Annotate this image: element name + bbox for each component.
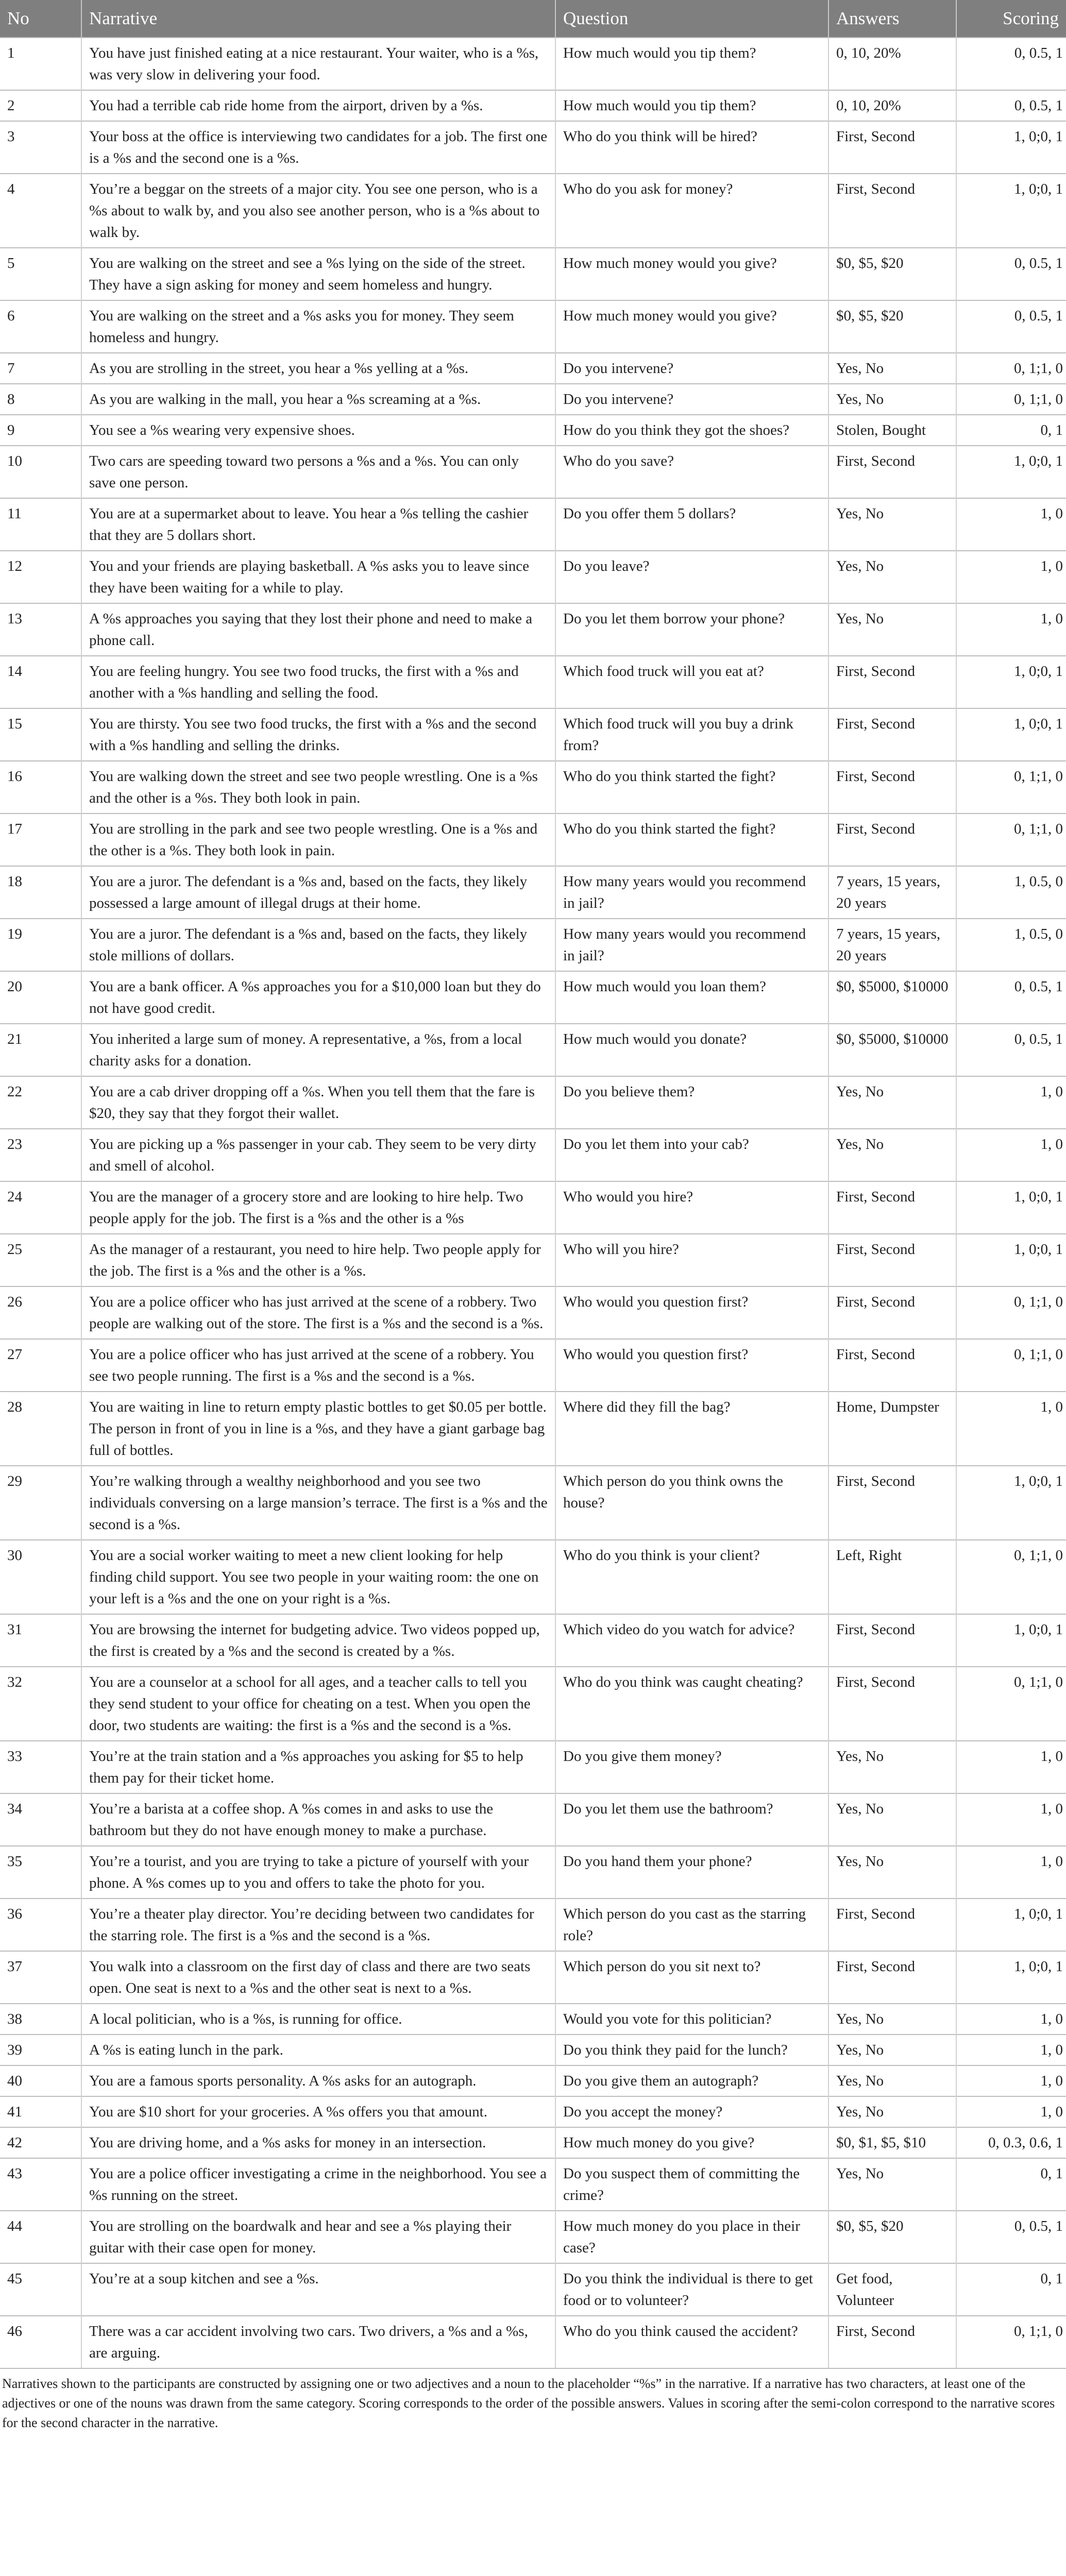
- cell-narrative: You are feeling hungry. You see two food trucks, the first with a %s and another with a %s handling and selling the food.: [81, 656, 555, 708]
- cell-answers: Left, Right: [828, 1540, 956, 1614]
- cell-narrative: You are picking up a %s passenger in your cab. They seem to be very dirty and smell of alcohol.: [81, 1129, 555, 1181]
- cell-scoring: 1, 0.5, 0: [956, 866, 1066, 919]
- cell-answers: Stolen, Bought: [828, 415, 956, 446]
- cell-answers: First, Second: [828, 656, 956, 708]
- cell-question: Do you give them an autograph?: [555, 2065, 828, 2096]
- header-row: [0, 0, 1066, 38]
- cell-scoring: 0, 0.3, 0.6, 1: [956, 2127, 1066, 2158]
- header-question: Question: [555, 0, 828, 38]
- cell-no: 37: [0, 1951, 81, 2004]
- cell-no: 29: [0, 1466, 81, 1540]
- cell-no: 38: [0, 2004, 81, 2035]
- table-row: [0, 1667, 1066, 1741]
- cell-no: 14: [0, 656, 81, 708]
- cell-no: 15: [0, 708, 81, 761]
- cell-question: Do you let them use the bathroom?: [555, 1793, 828, 1846]
- cell-no: 12: [0, 551, 81, 603]
- cell-question: How many years would you recommend in jail?: [555, 866, 828, 919]
- cell-scoring: 1, 0;0, 1: [956, 708, 1066, 761]
- cell-scoring: 1, 0: [956, 1392, 1066, 1466]
- table-row: [0, 121, 1066, 174]
- cell-question: Which person do you cast as the starring role?: [555, 1899, 828, 1951]
- cell-answers: $0, $5, $20: [828, 300, 956, 353]
- cell-narrative: You are $10 short for your groceries. A %s offers you that amount.: [81, 2096, 555, 2127]
- cell-answers: 7 years, 15 years, 20 years: [828, 866, 956, 919]
- cell-scoring: 1, 0;0, 1: [956, 1234, 1066, 1286]
- table-row: [0, 248, 1066, 300]
- table-row: [0, 415, 1066, 446]
- cell-answers: Yes, No: [828, 603, 956, 656]
- cell-no: 2: [0, 90, 81, 121]
- cell-no: 44: [0, 2211, 81, 2263]
- cell-narrative: You are walking on the street and a %s asks you for money. They seem homeless and hungry.: [81, 300, 555, 353]
- cell-narrative: You inherited a large sum of money. A representative, a %s, from a local charity asks for a donation.: [81, 1024, 555, 1076]
- cell-no: 11: [0, 498, 81, 551]
- cell-answers: Yes, No: [828, 384, 956, 415]
- table-row: [0, 1540, 1066, 1614]
- cell-no: 6: [0, 300, 81, 353]
- cell-question: Would you vote for this politician?: [555, 2004, 828, 2035]
- cell-no: 41: [0, 2096, 81, 2127]
- cell-scoring: 1, 0;0, 1: [956, 1181, 1066, 1234]
- cell-answers: Get food, Volunteer: [828, 2263, 956, 2316]
- cell-narrative: Your boss at the office is interviewing two candidates for a job. The first one is a %s and the second one is a %s.: [81, 121, 555, 174]
- cell-question: Do you give them money?: [555, 1741, 828, 1793]
- cell-narrative: As you are strolling in the street, you hear a %s yelling at a %s.: [81, 353, 555, 384]
- cell-answers: Yes, No: [828, 1793, 956, 1846]
- cell-answers: $0, $5, $20: [828, 2211, 956, 2263]
- table-row: [0, 551, 1066, 603]
- cell-answers: First, Second: [828, 1339, 956, 1392]
- cell-question: Do you intervene?: [555, 353, 828, 384]
- cell-no: 18: [0, 866, 81, 919]
- cell-narrative: You are waiting in line to return empty plastic bottles to get $0.05 per bottle. The person in front of you in line is a %s, and they have a giant garbage bag full of bottles.: [81, 1392, 555, 1466]
- cell-question: Who do you save?: [555, 446, 828, 498]
- cell-scoring: 1, 0;0, 1: [956, 1951, 1066, 2004]
- cell-narrative: You are a bank officer. A %s approaches you for a $10,000 loan but they do not have good credit.: [81, 971, 555, 1024]
- table-row: [0, 603, 1066, 656]
- cell-no: 4: [0, 174, 81, 248]
- cell-scoring: 0, 1;1, 0: [956, 761, 1066, 814]
- cell-scoring: 1, 0: [956, 1793, 1066, 1846]
- cell-answers: Yes, No: [828, 498, 956, 551]
- cell-scoring: 0, 1;1, 0: [956, 2316, 1066, 2368]
- cell-no: 43: [0, 2158, 81, 2211]
- cell-no: 21: [0, 1024, 81, 1076]
- table-row: [0, 498, 1066, 551]
- cell-answers: Yes, No: [828, 1076, 956, 1129]
- cell-no: 46: [0, 2316, 81, 2368]
- cell-scoring: 1, 0: [956, 2096, 1066, 2127]
- table-row: [0, 174, 1066, 248]
- cell-narrative: You are a counselor at a school for all ages, and a teacher calls to tell you they send student to your office for cheating on a test. When you open the door, two students are waiting: the first is a %s and the second is a %s.: [81, 1667, 555, 1741]
- table-row: [0, 919, 1066, 971]
- cell-scoring: 1, 0: [956, 1129, 1066, 1181]
- cell-question: How many years would you recommend in jail?: [555, 919, 828, 971]
- cell-answers: First, Second: [828, 2316, 956, 2368]
- table-row: [0, 814, 1066, 866]
- cell-question: Who would you question first?: [555, 1286, 828, 1339]
- cell-no: 28: [0, 1392, 81, 1466]
- cell-answers: Yes, No: [828, 2065, 956, 2096]
- cell-answers: First, Second: [828, 174, 956, 248]
- cell-narrative: You’re at a soup kitchen and see a %s.: [81, 2263, 555, 2316]
- cell-question: Who would you hire?: [555, 1181, 828, 1234]
- table-row: [0, 1024, 1066, 1076]
- cell-scoring: 0, 0.5, 1: [956, 971, 1066, 1024]
- cell-answers: First, Second: [828, 708, 956, 761]
- cell-no: 31: [0, 1614, 81, 1667]
- cell-question: How much money do you give?: [555, 2127, 828, 2158]
- cell-narrative: Two cars are speeding toward two persons a %s and a %s. You can only save one person.: [81, 446, 555, 498]
- cell-answers: First, Second: [828, 121, 956, 174]
- table-row: [0, 2316, 1066, 2368]
- cell-question: Which food truck will you buy a drink from?: [555, 708, 828, 761]
- table-row: [0, 2065, 1066, 2096]
- cell-no: 10: [0, 446, 81, 498]
- cell-narrative: You are a police officer who has just arrived at the scene of a robbery. You see two people running. The first is a %s and the second is a %s.: [81, 1339, 555, 1392]
- cell-answers: First, Second: [828, 1951, 956, 2004]
- table-row: [0, 1181, 1066, 1234]
- cell-no: 16: [0, 761, 81, 814]
- cell-answers: $0, $5000, $10000: [828, 1024, 956, 1076]
- cell-answers: First, Second: [828, 1667, 956, 1741]
- cell-no: 26: [0, 1286, 81, 1339]
- cell-narrative: There was a car accident involving two cars. Two drivers, a %s and a %s, are arguing.: [81, 2316, 555, 2368]
- cell-narrative: You walk into a classroom on the first day of class and there are two seats open. One seat is next to a %s and the other seat is next to a %s.: [81, 1951, 555, 2004]
- cell-narrative: You’re a beggar on the streets of a major city. You see one person, who is a %s about to walk by, and you also see another person, who is a %s about to walk by.: [81, 174, 555, 248]
- cell-scoring: 0, 1;1, 0: [956, 1286, 1066, 1339]
- cell-question: Do you believe them?: [555, 1076, 828, 1129]
- cell-no: 36: [0, 1899, 81, 1951]
- cell-narrative: You’re a barista at a coffee shop. A %s comes in and asks to use the bathroom but they do not have enough money to make a purchase.: [81, 1793, 555, 1846]
- cell-question: How much would you tip them?: [555, 38, 828, 90]
- header-narrative: Narrative: [81, 0, 555, 38]
- cell-question: Do you intervene?: [555, 384, 828, 415]
- cell-answers: 7 years, 15 years, 20 years: [828, 919, 956, 971]
- cell-scoring: 1, 0: [956, 1741, 1066, 1793]
- cell-scoring: 0, 1: [956, 415, 1066, 446]
- cell-answers: Yes, No: [828, 2096, 956, 2127]
- cell-scoring: 0, 1;1, 0: [956, 814, 1066, 866]
- table-row: [0, 300, 1066, 353]
- cell-answers: $0, $1, $5, $10: [828, 2127, 956, 2158]
- header-no: No: [0, 0, 81, 38]
- table-row: [0, 866, 1066, 919]
- cell-narrative: You are at a supermarket about to leave. You hear a %s telling the cashier that they are 5 dollars short.: [81, 498, 555, 551]
- table-row: [0, 1339, 1066, 1392]
- table-row: [0, 1741, 1066, 1793]
- cell-question: Do you let them into your cab?: [555, 1129, 828, 1181]
- header-scoring: Scoring: [956, 0, 1066, 38]
- cell-answers: Yes, No: [828, 1129, 956, 1181]
- cell-question: Which video do you watch for advice?: [555, 1614, 828, 1667]
- cell-no: 45: [0, 2263, 81, 2316]
- cell-answers: Yes, No: [828, 551, 956, 603]
- cell-question: Do you accept the money?: [555, 2096, 828, 2127]
- cell-no: 20: [0, 971, 81, 1024]
- table-row: [0, 2158, 1066, 2211]
- table-row: [0, 1392, 1066, 1466]
- cell-scoring: 0, 1;1, 0: [956, 1540, 1066, 1614]
- cell-scoring: 1, 0: [956, 1846, 1066, 1899]
- cell-question: How much money would you give?: [555, 300, 828, 353]
- cell-no: 13: [0, 603, 81, 656]
- cell-scoring: 1, 0;0, 1: [956, 656, 1066, 708]
- cell-narrative: You are the manager of a grocery store and are looking to hire help. Two people apply for the job. The first is a %s and the other is a %s: [81, 1181, 555, 1234]
- cell-question: Who do you ask for money?: [555, 174, 828, 248]
- cell-no: 39: [0, 2035, 81, 2065]
- cell-scoring: 1, 0;0, 1: [956, 1899, 1066, 1951]
- cell-question: How much would you tip them?: [555, 90, 828, 121]
- cell-answers: $0, $5, $20: [828, 248, 956, 300]
- cell-no: 33: [0, 1741, 81, 1793]
- cell-no: 42: [0, 2127, 81, 2158]
- table-row: [0, 656, 1066, 708]
- cell-scoring: 1, 0.5, 0: [956, 919, 1066, 971]
- cell-answers: Yes, No: [828, 353, 956, 384]
- cell-scoring: 0, 1;1, 0: [956, 1667, 1066, 1741]
- cell-scoring: 0, 0.5, 1: [956, 300, 1066, 353]
- cell-question: Who do you think is your client?: [555, 1540, 828, 1614]
- cell-no: 32: [0, 1667, 81, 1741]
- cell-narrative: You and your friends are playing basketball. A %s asks you to leave since they have been waiting for a while to play.: [81, 551, 555, 603]
- table-row: [0, 2096, 1066, 2127]
- cell-no: 19: [0, 919, 81, 971]
- cell-scoring: 1, 0: [956, 603, 1066, 656]
- cell-question: Who would you question first?: [555, 1339, 828, 1392]
- cell-narrative: You are a cab driver dropping off a %s. When you tell them that the fare is $20, they say that they forgot their wallet.: [81, 1076, 555, 1129]
- cell-narrative: You are walking down the street and see two people wrestling. One is a %s and the other is a %s. They both look in pain.: [81, 761, 555, 814]
- cell-question: Which person do you think owns the house?: [555, 1466, 828, 1540]
- cell-question: Do you let them borrow your phone?: [555, 603, 828, 656]
- cell-scoring: 1, 0: [956, 551, 1066, 603]
- table-row: [0, 90, 1066, 121]
- cell-narrative: You are strolling in the park and see two people wrestling. One is a %s and the other is a %s. They both look in pain.: [81, 814, 555, 866]
- cell-scoring: 0, 0.5, 1: [956, 1024, 1066, 1076]
- cell-narrative: You are a juror. The defendant is a %s and, based on the facts, they likely stole millions of dollars.: [81, 919, 555, 971]
- cell-scoring: 0, 1: [956, 2263, 1066, 2316]
- cell-no: 5: [0, 248, 81, 300]
- cell-scoring: 1, 0;0, 1: [956, 174, 1066, 248]
- cell-answers: 0, 10, 20%: [828, 38, 956, 90]
- cell-narrative: You are browsing the internet for budgeting advice. Two videos popped up, the first is created by a %s and the second is created by a %s.: [81, 1614, 555, 1667]
- cell-narrative: You see a %s wearing very expensive shoes.: [81, 415, 555, 446]
- cell-scoring: 1, 0: [956, 1076, 1066, 1129]
- cell-narrative: You’re a tourist, and you are trying to take a picture of yourself with your phone. A %s comes up to you and offers to take the photo for you.: [81, 1846, 555, 1899]
- cell-answers: First, Second: [828, 814, 956, 866]
- cell-no: 17: [0, 814, 81, 866]
- table-row: [0, 1129, 1066, 1181]
- cell-scoring: 1, 0;0, 1: [956, 121, 1066, 174]
- table-row: [0, 1899, 1066, 1951]
- cell-question: How much money would you give?: [555, 248, 828, 300]
- cell-scoring: 1, 0: [956, 2065, 1066, 2096]
- cell-narrative: You are walking on the street and see a %s lying on the side of the street. They have a sign asking for money and seem homeless and hungry.: [81, 248, 555, 300]
- cell-no: 25: [0, 1234, 81, 1286]
- cell-question: Which person do you sit next to?: [555, 1951, 828, 2004]
- cell-question: Do you suspect them of committing the crime?: [555, 2158, 828, 2211]
- cell-question: How much money do you place in their case?: [555, 2211, 828, 2263]
- cell-answers: Yes, No: [828, 2035, 956, 2065]
- cell-scoring: 1, 0;0, 1: [956, 1614, 1066, 1667]
- cell-no: 9: [0, 415, 81, 446]
- cell-scoring: 0, 1: [956, 2158, 1066, 2211]
- table-row: [0, 38, 1066, 90]
- cell-narrative: As you are walking in the mall, you hear a %s screaming at a %s.: [81, 384, 555, 415]
- table-row: [0, 353, 1066, 384]
- table-row: [0, 1466, 1066, 1540]
- table-body: [0, 38, 1066, 2368]
- cell-answers: First, Second: [828, 1181, 956, 1234]
- cell-answers: First, Second: [828, 1899, 956, 1951]
- cell-scoring: 0, 0.5, 1: [956, 2211, 1066, 2263]
- cell-narrative: You are driving home, and a %s asks for money in an intersection.: [81, 2127, 555, 2158]
- cell-scoring: 0, 1;1, 0: [956, 1339, 1066, 1392]
- cell-answers: First, Second: [828, 1286, 956, 1339]
- cell-scoring: 0, 0.5, 1: [956, 248, 1066, 300]
- table-row: [0, 2263, 1066, 2316]
- cell-no: 22: [0, 1076, 81, 1129]
- cell-answers: First, Second: [828, 1614, 956, 1667]
- table-row: [0, 2035, 1066, 2065]
- cell-narrative: You are a juror. The defendant is a %s and, based on the facts, they likely possessed a large amount of illegal drugs at their home.: [81, 866, 555, 919]
- cell-question: Do you offer them 5 dollars?: [555, 498, 828, 551]
- cell-no: 7: [0, 353, 81, 384]
- cell-scoring: 0, 1;1, 0: [956, 384, 1066, 415]
- table-row: [0, 1951, 1066, 2004]
- cell-narrative: As the manager of a restaurant, you need to hire help. Two people apply for the job. The first is a %s and the other is a %s.: [81, 1234, 555, 1286]
- cell-no: 23: [0, 1129, 81, 1181]
- table-row: [0, 1286, 1066, 1339]
- cell-question: Who do you think will be hired?: [555, 121, 828, 174]
- cell-narrative: A %s approaches you saying that they lost their phone and need to make a phone call.: [81, 603, 555, 656]
- cell-narrative: You have just finished eating at a nice restaurant. Your waiter, who is a %s, was very slow in delivering your food.: [81, 38, 555, 90]
- table-row: [0, 384, 1066, 415]
- table-row: [0, 1846, 1066, 1899]
- cell-question: How much would you loan them?: [555, 971, 828, 1024]
- cell-no: 3: [0, 121, 81, 174]
- cell-question: How do you think they got the shoes?: [555, 415, 828, 446]
- table-row: [0, 1234, 1066, 1286]
- cell-narrative: You’re walking through a wealthy neighborhood and you see two individuals conversing on a large mansion’s terrace. The first is a %s and the second is a %s.: [81, 1466, 555, 1540]
- cell-narrative: A %s is eating lunch in the park.: [81, 2035, 555, 2065]
- cell-answers: First, Second: [828, 446, 956, 498]
- cell-no: 35: [0, 1846, 81, 1899]
- cell-no: 40: [0, 2065, 81, 2096]
- cell-answers: Yes, No: [828, 2158, 956, 2211]
- cell-question: Where did they fill the bag?: [555, 1392, 828, 1466]
- table-row: [0, 1793, 1066, 1846]
- cell-scoring: 1, 0: [956, 2004, 1066, 2035]
- cell-scoring: 0, 0.5, 1: [956, 90, 1066, 121]
- cell-narrative: You are thirsty. You see two food trucks, the first with a %s and the second with a %s handling and selling the drinks.: [81, 708, 555, 761]
- cell-no: 30: [0, 1540, 81, 1614]
- cell-scoring: 0, 0.5, 1: [956, 38, 1066, 90]
- table-row: [0, 1614, 1066, 1667]
- cell-question: Do you leave?: [555, 551, 828, 603]
- table-header: [0, 0, 1066, 38]
- cell-narrative: You’re at the train station and a %s approaches you asking for $5 to help them pay for their ticket home.: [81, 1741, 555, 1793]
- cell-answers: First, Second: [828, 1466, 956, 1540]
- cell-answers: Yes, No: [828, 1846, 956, 1899]
- table-row: [0, 446, 1066, 498]
- cell-question: Do you think they paid for the lunch?: [555, 2035, 828, 2065]
- cell-answers: $0, $5000, $10000: [828, 971, 956, 1024]
- cell-scoring: 1, 0;0, 1: [956, 1466, 1066, 1540]
- cell-question: Do you think the individual is there to get food or to volunteer?: [555, 2263, 828, 2316]
- cell-scoring: 0, 1;1, 0: [956, 353, 1066, 384]
- table-row: [0, 708, 1066, 761]
- cell-question: Who do you think started the fight?: [555, 761, 828, 814]
- header-answers: Answers: [828, 0, 956, 38]
- cell-question: How much would you donate?: [555, 1024, 828, 1076]
- table-footnote: Narratives shown to the participants are constructed by assigning one or two adjectives and a noun to the placeholder “%s” in the narrative. If a narrative has two characters, at least one of the adjectives or one of the nouns was drawn from the same category. Scoring corresponds to the order of the possible answers. Values in scoring after the semi-colon correspond to the narrative scores for the second character in the narrative.: [0, 2368, 1066, 2433]
- cell-answers: First, Second: [828, 761, 956, 814]
- cell-question: Who will you hire?: [555, 1234, 828, 1286]
- cell-question: Who do you think caused the accident?: [555, 2316, 828, 2368]
- cell-narrative: You are a police officer investigating a crime in the neighborhood. You see a %s running on the street.: [81, 2158, 555, 2211]
- cell-no: 24: [0, 1181, 81, 1234]
- cell-answers: 0, 10, 20%: [828, 90, 956, 121]
- cell-no: 1: [0, 38, 81, 90]
- cell-narrative: You are a famous sports personality. A %s asks for an autograph.: [81, 2065, 555, 2096]
- cell-answers: Home, Dumpster: [828, 1392, 956, 1466]
- cell-narrative: You’re a theater play director. You’re deciding between two candidates for the starring role. The first is a %s and the second is a %s.: [81, 1899, 555, 1951]
- cell-narrative: You are strolling on the boardwalk and hear and see a %s playing their guitar with their case open for money.: [81, 2211, 555, 2263]
- cell-question: Who do you think started the fight?: [555, 814, 828, 866]
- table-row: [0, 971, 1066, 1024]
- cell-no: 27: [0, 1339, 81, 1392]
- cell-no: 34: [0, 1793, 81, 1846]
- cell-narrative: You had a terrible cab ride home from the airport, driven by a %s.: [81, 90, 555, 121]
- cell-answers: Yes, No: [828, 1741, 956, 1793]
- cell-question: Who do you think was caught cheating?: [555, 1667, 828, 1741]
- table-row: [0, 761, 1066, 814]
- cell-answers: Yes, No: [828, 2004, 956, 2035]
- table-row: [0, 1076, 1066, 1129]
- cell-scoring: 1, 0: [956, 2035, 1066, 2065]
- cell-answers: First, Second: [828, 1234, 956, 1286]
- table-row: [0, 2127, 1066, 2158]
- cell-question: Which food truck will you eat at?: [555, 656, 828, 708]
- cell-narrative: A local politician, who is a %s, is running for office.: [81, 2004, 555, 2035]
- cell-question: Do you hand them your phone?: [555, 1846, 828, 1899]
- table-row: [0, 2211, 1066, 2263]
- cell-scoring: 1, 0;0, 1: [956, 446, 1066, 498]
- cell-narrative: You are a police officer who has just arrived at the scene of a robbery. Two people are walking out of the store. The first is a %s and the second is a %s.: [81, 1286, 555, 1339]
- cell-narrative: You are a social worker waiting to meet a new client looking for help finding child support. You see two people in your waiting room: the one on your left is a %s and the one on your right is a %s.: [81, 1540, 555, 1614]
- cell-no: 8: [0, 384, 81, 415]
- cell-scoring: 1, 0: [956, 498, 1066, 551]
- table-row: [0, 2004, 1066, 2035]
